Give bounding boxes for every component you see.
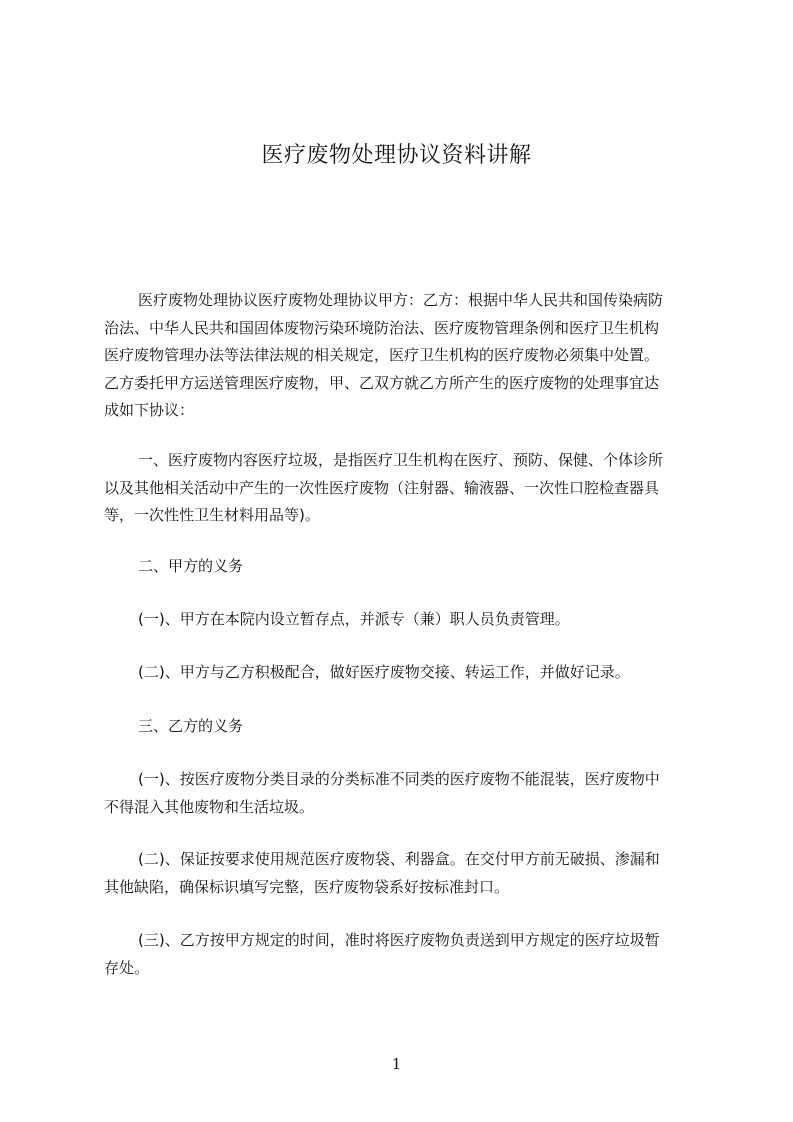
paragraph-line: (二)、保证按要求使用规范医疗废物袋、利器盒。在交付甲方前无破损、渗漏和: [138, 850, 660, 868]
paragraph-line: 医疗废物处理协议医疗废物处理协议甲方：乙方：根据中华人民共和国传染病防: [138, 291, 664, 309]
section2-item2: (二)、甲方与乙方积极配合，做好医疗废物交接、转运工作，并做好记录。: [138, 663, 630, 681]
section3-heading: 三、乙方的义务: [138, 717, 244, 735]
paragraph-line: 乙方委托甲方运送管理医疗废物，甲、乙双方就乙方所产生的医疗废物的处理事宜达: [104, 373, 660, 392]
paragraph-line: 存处。: [104, 958, 150, 977]
paragraph-line: 医疗废物管理办法等法律法规的相关规定，医疗卫生机构的医疗废物必须集中处置。: [104, 346, 660, 364]
intro-paragraph: [104, 287, 704, 425]
section2-heading: 二、甲方的义务: [138, 557, 244, 575]
section2-item1: (一)、甲方在本院内设立暂存点，并派专（兼）职人员负责管理。: [138, 610, 570, 628]
paragraph-line: (三)、乙方按甲方规定的时间，准时将医疗废物负责送到甲方规定的医疗垃圾暂: [138, 931, 660, 949]
section3-item3: [104, 927, 704, 982]
section1-paragraph: [104, 447, 704, 530]
paragraph-line: 成如下协议：: [104, 401, 195, 419]
paragraph-line: 不得混入其他废物和生活垃圾。: [104, 797, 315, 816]
page-number: 1: [391, 1055, 402, 1073]
paragraph-line: 以及其他相关活动中产生的一次性医疗废物（注射器、输液器、一次性口腔检查器具: [104, 478, 660, 497]
document-title: 医疗废物处理协议资料讲解: [261, 143, 532, 168]
paragraph-line: 等，一次性性卫生材料用品等)。: [104, 506, 320, 524]
paragraph-line: 一、医疗废物内容医疗垃圾，是指医疗卫生机构在医疗、预防、保健、个体诊所: [138, 451, 664, 469]
section3-item1: [104, 766, 704, 821]
paragraph-line: (一)、按医疗废物分类目录的分类标准不同类的医疗废物不能混装，医疗废物中: [138, 770, 660, 788]
section3-item2: [104, 846, 704, 901]
paragraph-line: 治法、中华人民共和国固体废物污染环境防治法、医疗废物管理条例和医疗卫生机构: [104, 318, 660, 337]
paragraph-line: 其他缺陷，确保标识填写完整，医疗废物袋系好按标准封口。: [104, 877, 510, 896]
